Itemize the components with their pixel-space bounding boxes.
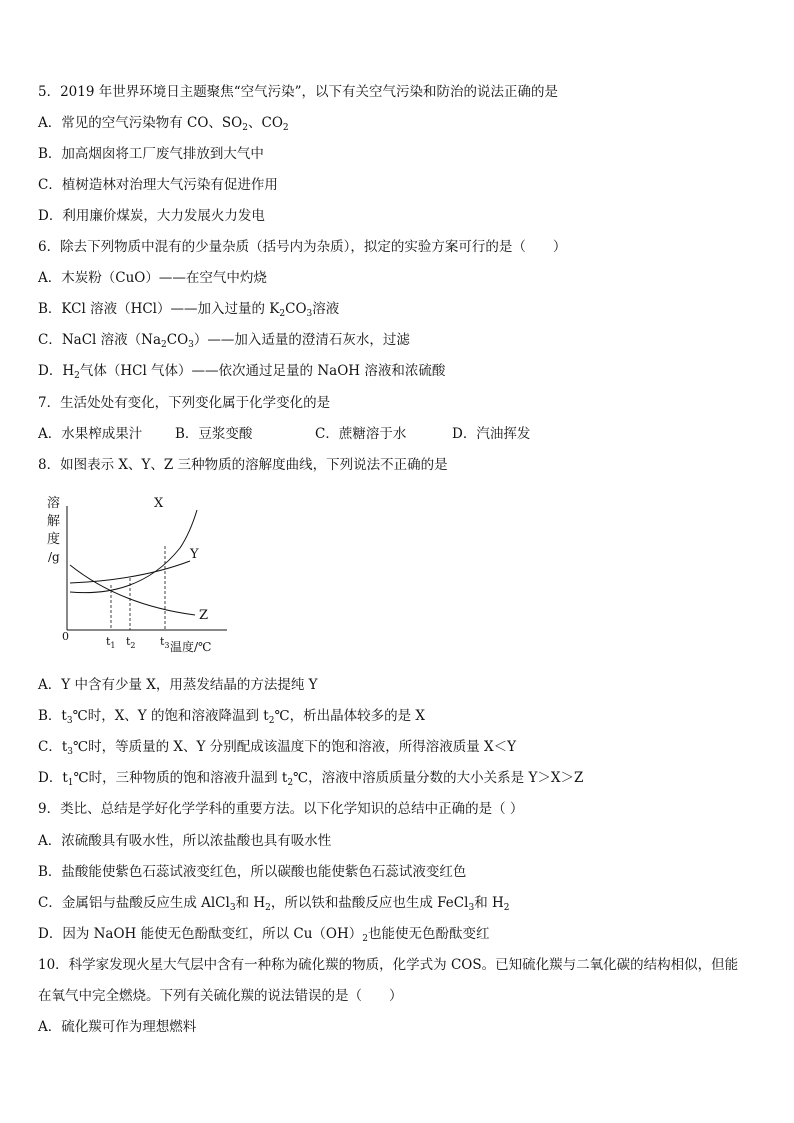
ylabel-char: 解 bbox=[47, 514, 61, 529]
q10-option-a: A．硫化羰可作为理想燃料 bbox=[38, 1019, 197, 1035]
q7-option-a: A．水果榨成果汁 bbox=[38, 426, 143, 442]
q5-stem: 5．2019 年世界环境日主题聚焦“空气污染”，以下有关空气污染和防治的说法正确的是 bbox=[38, 84, 559, 100]
q6-option-a: A．木炭粉（CuO）——在空气中灼烧 bbox=[38, 270, 267, 286]
q7-option-d: D．汽油挥发 bbox=[452, 426, 531, 442]
q6-option-d: D．$H_2$气体（HCl 气体）——依次通过足量的 NaOH 溶液和浓硫酸 bbox=[38, 363, 446, 381]
q10-stem-line1: 10．科学家发现火星大气层中含有一种称为硫化羰的物质，化学式为 COS。已知硫化羰与二氧化碳的结构相似，但能 bbox=[38, 957, 739, 973]
ylabel-char: /g bbox=[48, 550, 60, 564]
q8-stem: 8．如图表示 X、Y、Z 三种物质的溶解度曲线，下列说法不正确的是 bbox=[38, 457, 448, 473]
q5-option-b: B．加高烟囱将工厂废气排放到大气中 bbox=[38, 146, 264, 162]
q7-option-b: B．豆浆变酸 bbox=[175, 426, 253, 442]
ylabel-char: 度 bbox=[47, 532, 61, 547]
q7-option-c: C．蔗糖溶于水 bbox=[315, 426, 407, 442]
tick-label-t1: $t_1$ bbox=[106, 635, 116, 650]
q9-stem: 9．类比、总结是学好化学学科的重要方法。以下化学知识的总结中正确的是（ ） bbox=[38, 801, 524, 817]
q5-option-d: D．利用廉价煤炭，大力发展火力发电 bbox=[38, 208, 265, 224]
q7-stem: 7．生活处处有变化，下列变化属于化学变化的是 bbox=[38, 395, 331, 411]
q9-option-d: D．因为 NaOH 能使无色酚酞变红，所以 $Cu(OH)_2$也能使无色酚酞变红 bbox=[38, 926, 490, 944]
series-x-curve bbox=[70, 510, 197, 593]
q8-option-b: B．$t_3℃$时，X、Y 的饱和溶液降温到 $t_2℃$，析出晶体较多的是 X bbox=[38, 708, 425, 726]
q8-option-a: A．Y 中含有少量 X，用蒸发结晶的方法提纯 Y bbox=[38, 677, 318, 693]
tick-label-t2: $t_2$ bbox=[126, 635, 136, 650]
q9-option-b: B．盐酸能使紫色石蕊试液变红色，所以碳酸也能使紫色石蕊试液变红色 bbox=[38, 864, 467, 880]
q6-option-b: B．KCl 溶液（HCl）——加入过量的 $K_2CO_3$溶液 bbox=[38, 301, 340, 319]
q6-stem: 6．除去下列物质中混有的少量杂质（括号内为杂质），拟定的实验方案可行的是（ ） bbox=[38, 239, 567, 255]
series-x-label: X bbox=[154, 496, 164, 511]
series-z-label: Z bbox=[199, 608, 209, 623]
q5-option-a: A．常见的空气污染物有 CO、$SO_2$、$CO_2$ bbox=[38, 115, 289, 133]
ylabel-char: 溶 bbox=[47, 496, 61, 511]
q9-option-c: C．金属铝与盐酸反应生成 AlCl$_3$和 $H_2$，所以铁和盐酸反应也生成 FeCl$_3$和 $H_2$ bbox=[38, 895, 510, 913]
solubility-chart bbox=[40, 488, 270, 663]
xlabel: 温度/℃ bbox=[170, 640, 212, 654]
q5-option-c: C．植树造林对治理大气污染有促进作用 bbox=[38, 177, 278, 193]
series-z-curve bbox=[70, 565, 195, 615]
q8-option-c: C．$t_3℃$时，等质量的 X、Y 分别配成该温度下的饱和溶液，所得溶液质量 X＜Y bbox=[38, 739, 517, 757]
q8-option-d: D．$t_1℃$时，三种物质的饱和溶液升温到 $t_2℃$，溶液中溶质质量分数的大小关系是 Y＞X＞Z bbox=[38, 770, 584, 788]
series-y-label: Y bbox=[190, 547, 199, 562]
q10-stem-line2: 在氧气中完全燃烧。下列有关硫化羰的说法错误的是（ ） bbox=[38, 988, 403, 1004]
q6-option-c: C．NaCl 溶液$(Na_2CO_3)——$加入适量的澄清石灰水，过滤 bbox=[38, 332, 410, 350]
tick-label-t3: $t_3$ bbox=[160, 635, 170, 650]
q9-option-a: A．浓硫酸具有吸水性，所以浓盐酸也具有吸水性 bbox=[38, 833, 332, 849]
origin-label: 0 bbox=[62, 630, 69, 643]
